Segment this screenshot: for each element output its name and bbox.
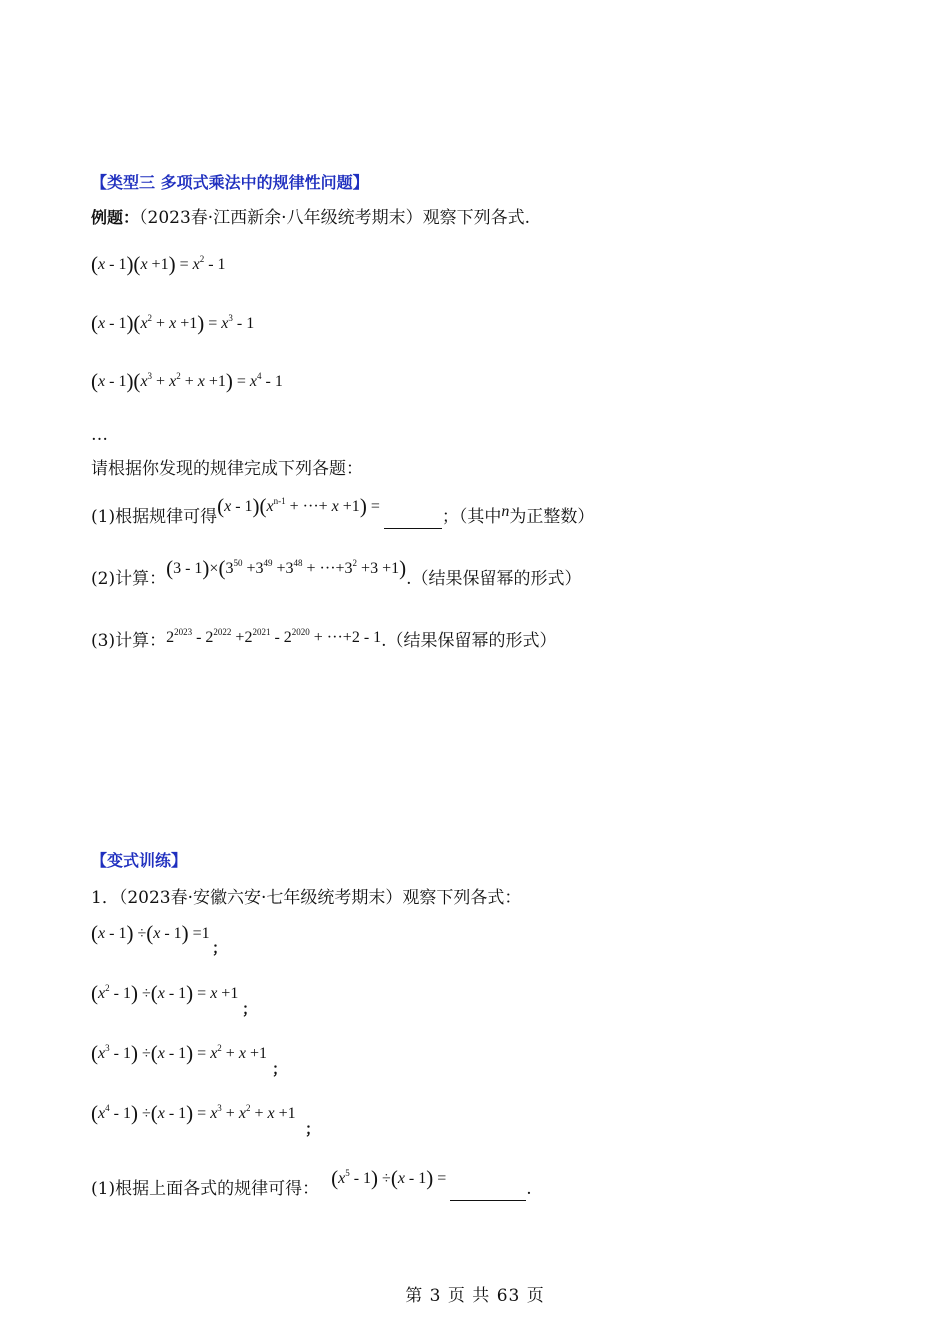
variant-formula-3: $(x^3 - 1) \div(x - 1) = x^2 + x +1$ xyxy=(91,1041,267,1065)
variant-formula-2: $(x^2 - 1) \div(x - 1) = x +1$ xyxy=(91,981,239,1005)
question-1-formula: $(x - 1)(x^{n-1}$ + ···+ x +1) = xyxy=(217,494,384,518)
semicolon-4: ； xyxy=(305,1120,321,1138)
question-1-prefix: (1)根据规律可得 xyxy=(91,507,218,527)
question-2-prefix: (2)计算： xyxy=(91,569,167,589)
question-1-suffix-post: 为正整数） xyxy=(509,507,595,527)
question-3-formula: $2^{2023} - 2^{2022} +2^{2021} - 2^{2020} + \cdot\cdot\cdot+2 - 1$ xyxy=(166,627,382,646)
question-1-answer-blank[interactable] xyxy=(384,528,442,529)
page-footer: 第 3 页 共 63 页 xyxy=(405,1286,545,1306)
question-1 xyxy=(91,494,595,529)
example-label: 例题： xyxy=(91,208,140,227)
problem-1-answer-blank[interactable] xyxy=(450,1200,526,1201)
question-1-var: n xyxy=(501,503,510,520)
question-3-prefix: (3)计算： xyxy=(91,631,167,651)
formula-3: $(x - 1)(x^3 + x^2 + x +1) = x^4 - 1$ xyxy=(91,369,283,393)
question-2-suffix: .（结果保留幂的形式） xyxy=(406,569,582,589)
problem-1-question-1-prefix: (1)根据上面各式的规律可得： xyxy=(91,1179,320,1199)
semicolon-2: ； xyxy=(242,1000,258,1018)
question-2-formula: $(3 - 1)\times(3^{50} +3^{49} +3^{48} + \cdot\cdot\cdot+3^2 +3 +1)$ xyxy=(166,556,407,580)
formula-2: $(x - 1)(x^2 + x +1) = x^3 - 1$ xyxy=(91,311,255,335)
question-3-suffix: .（结果保留幂的形式） xyxy=(381,631,557,651)
question-3 xyxy=(91,627,557,653)
semicolon-3: ； xyxy=(272,1060,288,1078)
problem-1-question-1-formula: $(x^5 - 1) \div(x - 1)$ = xyxy=(331,1166,451,1190)
example-source: （2023春·江西新余·八年级统考期末）观察下列各式. xyxy=(139,208,530,228)
problem-1-number: 1． xyxy=(91,888,119,908)
ellipsis: … xyxy=(91,425,108,445)
variant-formula-1: (x - 1) ÷(x - 1) =1 xyxy=(91,921,210,945)
problem-1-header xyxy=(91,887,521,909)
problem-1-source: （2023春·安徽六安·七年级统考期末）观察下列各式： xyxy=(118,888,522,908)
question-2 xyxy=(91,556,582,591)
instruction: 请根据你发现的规律完成下列各题： xyxy=(91,459,363,479)
problem-1-question-1-end: . xyxy=(526,1179,532,1199)
section-heading: 【类型三 多项式乘法中的规律性问题】 xyxy=(91,173,369,192)
question-1-suffix-pre: ；（其中 xyxy=(441,507,502,527)
variant-heading: 【变式训练】 xyxy=(91,851,188,870)
formula-1: $(x - 1)(x +1) = x^2 - 1$ xyxy=(91,252,226,276)
example-line xyxy=(91,207,530,229)
problem-1-question-1 xyxy=(91,1166,532,1201)
variant-formula-4: $(x^4 - 1) \div(x - 1) = x^3 + x^2 + x +1$ xyxy=(91,1101,296,1125)
semicolon-1: ； xyxy=(212,939,228,957)
